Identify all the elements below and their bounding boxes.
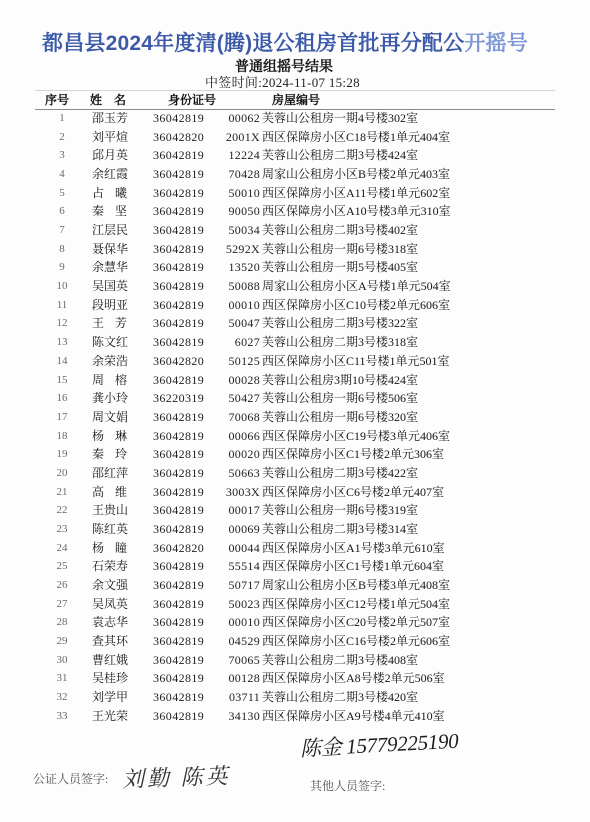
id-number-suffix: 50088	[228, 279, 260, 294]
id-number-suffix: 00044	[228, 540, 260, 555]
house-number: 西区保障房小区C18号楼1单元404室	[262, 129, 451, 144]
row-serial-number: 22	[56, 504, 68, 517]
resident-name: 王 芳	[92, 316, 128, 331]
row-serial-number: 21	[56, 485, 68, 498]
header-id-number: 身份证号	[168, 93, 217, 107]
house-number: 芙蓉山公租房二期3号楼408室	[262, 652, 419, 667]
header-top-rule	[35, 90, 555, 91]
house-number: 西区保障房小区A9号楼4单元410室	[262, 708, 445, 723]
id-number-prefix: 36042819	[153, 241, 205, 256]
id-number-prefix: 36042819	[153, 111, 205, 125]
header-name: 姓 名	[90, 93, 127, 107]
id-number-prefix: 36042819	[153, 690, 205, 705]
id-number-suffix: 00017	[228, 503, 260, 518]
table-row	[0, 632, 590, 651]
id-number-prefix: 36042819	[153, 316, 205, 331]
table-row	[0, 557, 590, 576]
id-number-suffix: 70428	[228, 167, 260, 182]
house-number: 芙蓉山公租房3期10号楼424室	[262, 372, 419, 387]
id-number-suffix: 70065	[228, 652, 260, 667]
id-number-prefix: 36042819	[153, 484, 205, 499]
id-number-suffix: 50047	[228, 316, 260, 331]
resident-name: 查其环	[92, 634, 129, 649]
resident-name: 吴桂珍	[92, 671, 129, 686]
table-row	[0, 371, 590, 390]
house-number: 芙蓉山公租房二期3号楼402室	[262, 223, 419, 238]
house-number: 芙蓉山公租房一期6号楼506室	[262, 391, 419, 406]
id-number-prefix: 36042820	[153, 540, 205, 555]
table-row	[0, 221, 590, 240]
title-tail: 开摇号	[464, 32, 528, 55]
id-number-suffix: 12224	[228, 148, 260, 163]
house-number: 芙蓉山公租房二期3号楼322室	[262, 316, 419, 331]
id-number-suffix: 3003X	[225, 484, 260, 499]
id-number-prefix: 36042819	[153, 447, 205, 462]
row-serial-number: 27	[56, 597, 68, 610]
id-number-prefix: 36042820	[153, 129, 205, 144]
row-serial-number: 5	[59, 186, 65, 199]
id-number-suffix: 5292X	[225, 241, 260, 256]
id-number-prefix: 36042819	[153, 596, 205, 611]
id-number-suffix: 04529	[228, 634, 260, 649]
id-number-prefix: 36042819	[153, 185, 205, 200]
id-number-prefix: 36042819	[153, 409, 205, 424]
row-serial-number: 23	[56, 522, 68, 535]
table-row	[0, 333, 590, 352]
resident-name: 余慧华	[92, 260, 129, 275]
table-row	[0, 707, 590, 726]
table-row	[0, 184, 590, 203]
row-serial-number: 17	[56, 410, 68, 423]
id-number-suffix: 00128	[228, 671, 260, 686]
id-number-prefix: 36042819	[153, 204, 205, 219]
id-number-prefix: 36042819	[153, 260, 205, 275]
id-number-prefix: 36042819	[153, 465, 205, 480]
house-number: 西区保障房小区C10号楼2单元606室	[262, 297, 451, 312]
resident-name: 邵红萍	[92, 465, 129, 480]
id-number-prefix: 36042819	[153, 708, 205, 723]
row-serial-number: 30	[56, 653, 68, 666]
id-number-prefix: 36042819	[153, 503, 205, 518]
resident-name: 段明亚	[92, 297, 129, 312]
row-serial-number: 20	[56, 466, 68, 479]
resident-name: 聂保华	[92, 241, 129, 256]
house-number: 西区保障房小区C11号楼1单元501室	[262, 353, 450, 368]
house-number: 芙蓉山公租房二期3号楼422室	[262, 465, 419, 480]
table-row	[0, 539, 590, 558]
house-number: 西区保障房小区C6号楼2单元407室	[262, 484, 445, 499]
header-serial-number: 序号	[45, 93, 70, 107]
id-number-suffix: 55514	[228, 559, 260, 574]
table-row	[0, 483, 590, 502]
id-number-suffix: 50034	[228, 223, 260, 238]
id-number-suffix: 03711	[228, 690, 260, 705]
row-serial-number: 15	[56, 373, 68, 386]
handwritten-contact-note: 陈金 15779225190	[299, 728, 459, 761]
house-number: 西区保障房小区C20号楼2单元507室	[262, 615, 451, 630]
id-number-prefix: 36042819	[153, 335, 205, 350]
id-number-suffix: 00010	[228, 297, 260, 312]
resident-name: 吴凤英	[92, 596, 129, 611]
house-number: 芙蓉山公租房一期6号楼318室	[262, 241, 419, 256]
row-serial-number: 18	[56, 429, 68, 442]
house-number: 西区保障房小区C12号楼1单元504室	[262, 596, 451, 611]
house-number: 芙蓉山公租房一期4号楼302室	[262, 111, 419, 125]
id-number-prefix: 36042819	[153, 297, 205, 312]
row-serial-number: 2	[59, 130, 65, 143]
table-row	[0, 128, 590, 147]
id-number-prefix: 36042819	[153, 148, 205, 163]
id-number-suffix: 00069	[228, 521, 260, 536]
table-row	[0, 277, 590, 296]
table-row	[0, 501, 590, 520]
title-main: 都昌县2024年度清(腾)退公租房首批再分配公	[42, 32, 465, 55]
id-number-suffix: 2001X	[225, 129, 260, 144]
row-serial-number: 28	[56, 616, 68, 629]
resident-name: 王光荣	[92, 708, 129, 723]
resident-name: 石荣寿	[92, 559, 129, 574]
row-serial-number: 19	[56, 448, 68, 461]
id-number-suffix: 00010	[228, 615, 260, 630]
table-row	[0, 445, 590, 464]
resident-name: 陈文红	[92, 335, 129, 350]
id-number-suffix: 50125	[228, 353, 260, 368]
house-number: 芙蓉山公租房二期3号楼420室	[262, 690, 419, 705]
table-row	[0, 613, 590, 632]
row-serial-number: 31	[56, 672, 68, 685]
resident-name: 秦 玲	[92, 447, 128, 462]
resident-name: 高 维	[92, 484, 128, 499]
row-serial-number: 7	[59, 224, 65, 237]
id-number-prefix: 36042819	[153, 578, 205, 592]
id-number-prefix: 36042819	[153, 279, 205, 294]
id-number-prefix: 36042819	[153, 671, 205, 686]
id-number-suffix: 50663	[228, 465, 260, 480]
resident-name: 刘平煊	[92, 129, 129, 144]
house-number: 周家山公租房小区A号楼1单元504室	[262, 279, 451, 294]
row-serial-number: 32	[56, 691, 68, 704]
id-number-prefix: 36042819	[153, 167, 205, 182]
id-number-prefix: 36042819	[153, 634, 205, 649]
id-number-prefix: 36042819	[153, 372, 205, 387]
house-number: 西区保障房小区A11号楼1单元602室	[262, 185, 451, 200]
id-number-prefix: 36042819	[153, 559, 205, 574]
resident-name: 余文强	[92, 578, 129, 592]
other-signature-label: 其他人员签字:	[310, 779, 386, 793]
row-serial-number: 14	[56, 354, 68, 367]
id-number-prefix: 36042819	[153, 615, 205, 630]
table-row	[0, 464, 590, 483]
table-row	[0, 352, 590, 371]
resident-name: 袁志华	[92, 615, 129, 630]
table-row	[0, 576, 590, 595]
id-number-suffix: 50717	[228, 578, 260, 592]
row-serial-number: 24	[56, 541, 68, 554]
resident-name: 邱月英	[92, 148, 129, 163]
id-number-suffix: 50427	[228, 391, 260, 406]
row-serial-number: 26	[56, 579, 68, 591]
house-number: 西区保障房小区A1号楼3单元610室	[262, 540, 445, 555]
table-row	[0, 146, 590, 165]
row-serial-number: 29	[56, 635, 68, 648]
id-number-suffix: 00020	[228, 447, 260, 462]
header-house-number: 房屋编号	[272, 93, 321, 107]
resident-name: 陈红英	[92, 521, 129, 536]
table-row	[0, 165, 590, 184]
row-serial-number: 16	[56, 392, 68, 405]
table-row	[0, 595, 590, 614]
row-serial-number: 33	[56, 709, 68, 722]
document-title	[42, 32, 528, 56]
resident-name: 刘学甲	[92, 690, 129, 705]
table-row	[0, 427, 590, 446]
house-number: 西区保障房小区C16号楼2单元606室	[262, 634, 451, 649]
row-serial-number: 10	[56, 280, 68, 293]
house-number: 周家山公租房小区B号楼3单元408室	[262, 578, 451, 592]
table-row	[0, 651, 590, 670]
table-row	[0, 389, 590, 408]
house-number: 芙蓉山公租房二期3号楼424室	[262, 148, 419, 163]
table-row	[0, 240, 590, 259]
row-serial-number: 25	[56, 560, 68, 573]
resident-name: 占 曦	[92, 185, 128, 200]
result-table-body	[0, 109, 590, 726]
id-number-prefix: 36220319	[153, 391, 205, 406]
resident-name: 王贵山	[92, 503, 129, 518]
house-number: 西区保障房小区C1号楼1单元604室	[262, 559, 445, 574]
table-row	[0, 688, 590, 707]
row-serial-number: 4	[59, 168, 65, 181]
id-number-suffix: 34130	[228, 708, 260, 723]
id-number-suffix: 70068	[228, 409, 260, 424]
row-serial-number: 6	[59, 205, 65, 218]
resident-name: 杨 瞳	[92, 540, 128, 555]
resident-name: 曹红娥	[92, 652, 129, 667]
row-serial-number: 1	[59, 112, 65, 124]
id-number-prefix: 36042819	[153, 521, 205, 536]
resident-name: 余荣浩	[92, 353, 129, 368]
table-row	[0, 520, 590, 539]
id-number-suffix: 6027	[234, 335, 260, 350]
house-number: 西区保障房小区A10号楼3单元310室	[262, 204, 451, 219]
house-number: 西区保障房小区C1号楼2单元306室	[262, 447, 445, 462]
draw-time: 中签时间:2024-11-07 15:28	[205, 75, 360, 90]
id-number-prefix: 36042819	[153, 428, 205, 443]
table-row	[0, 296, 590, 315]
table-row	[0, 202, 590, 221]
house-number: 西区保障房小区C19号楼3单元406室	[262, 428, 451, 443]
house-number: 西区保障房小区A8号楼2单元506室	[262, 671, 445, 686]
row-serial-number: 9	[59, 261, 65, 274]
resident-name: 秦 坚	[92, 204, 128, 219]
id-number-suffix: 50023	[228, 596, 260, 611]
row-serial-number: 12	[56, 317, 68, 330]
id-number-prefix: 36042819	[153, 223, 205, 238]
house-number: 周家山公租房小区B号楼2单元403室	[262, 167, 451, 182]
house-number: 芙蓉山公租房一期6号楼319室	[262, 503, 419, 518]
resident-name: 余红霞	[92, 167, 129, 182]
table-row	[0, 258, 590, 277]
notary-signature: 刘勤 陈英	[121, 763, 231, 792]
notary-signature-label: 公证人员签字:	[33, 772, 109, 786]
id-number-suffix: 00028	[228, 372, 260, 387]
group-subtitle: 普通组摇号结果	[235, 58, 333, 74]
row-serial-number: 11	[56, 298, 68, 311]
resident-name: 邵玉芳	[92, 111, 129, 125]
table-row	[0, 669, 590, 688]
id-number-prefix: 36042820	[153, 353, 205, 368]
table-row	[0, 109, 590, 128]
id-number-prefix: 36042819	[153, 652, 205, 667]
resident-name: 周文娟	[92, 409, 129, 424]
id-number-suffix: 00062	[228, 111, 260, 125]
resident-name: 江层民	[92, 223, 129, 238]
resident-name: 杨 琳	[92, 428, 128, 443]
house-number: 芙蓉山公租房一期6号楼320室	[262, 409, 419, 424]
resident-name: 周 榕	[92, 372, 128, 387]
table-row	[0, 408, 590, 427]
resident-name: 龚小玲	[92, 391, 129, 406]
row-serial-number: 8	[59, 242, 65, 255]
house-number: 芙蓉山公租房二期3号楼318室	[262, 335, 419, 350]
id-number-suffix: 50010	[228, 185, 260, 200]
row-serial-number: 3	[59, 149, 65, 162]
id-number-suffix: 00066	[228, 428, 260, 443]
resident-name: 吴国英	[92, 279, 129, 294]
house-number: 芙蓉山公租房一期5号楼405室	[262, 260, 419, 275]
row-serial-number: 13	[56, 336, 68, 349]
id-number-suffix: 13520	[228, 260, 260, 275]
id-number-suffix: 90050	[228, 204, 260, 219]
house-number: 芙蓉山公租房二期3号楼314室	[262, 521, 419, 536]
table-row	[0, 314, 590, 333]
